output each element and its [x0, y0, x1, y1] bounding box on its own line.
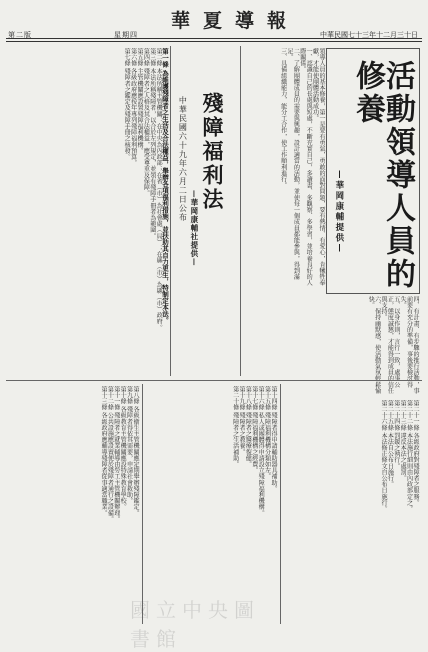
law-article: 第五條 主管機關應設置殘障福利機構。	[136, 48, 144, 154]
law-article: 第十三條 各級政府應輔導殘障者從事適當職業。	[100, 386, 108, 517]
masthead: 華夏導報	[171, 10, 300, 32]
law-articles-lower-mid	[146, 386, 276, 586]
law-article: 第二十三條 違反本法之處罰。	[399, 400, 407, 482]
column-divider	[280, 384, 281, 624]
weekday: 星期四	[114, 31, 138, 39]
page-label: 第二版	[8, 31, 32, 39]
law-article: 第二十二條 本法施行細則由內政部定之。	[405, 400, 413, 512]
feature-byline: —華岡康輔提供—	[333, 170, 344, 254]
feature-paragraph: 五、以身作則，言行一致，處事公正，態度誠懇，才能得到成員的信任與支持。	[380, 296, 400, 394]
law-title: 殘障福利法	[200, 92, 225, 212]
law-article: 第二十四條 罰鍰之執行。	[392, 400, 400, 470]
law-article: 第六條 各級政府應按年專列殘障福利預算。	[129, 48, 137, 166]
law-article: 第二十一條 各級政府對殘障者之服務。	[412, 400, 419, 506]
law-article: 第十八條 殘障者之醫療復健。	[244, 386, 252, 468]
law-article: 第十一條 殘障者之就業輔導由勞工主管機關辦理。	[112, 386, 120, 523]
feature-paragraph: 三、具備組織能力，能分工合作，使工作順利進行。	[279, 48, 287, 189]
feature-paragraph: 四、有計畫、有步驟的推行活動，事前要有充分的準備，事後要檢討得失。	[399, 296, 419, 394]
column-divider	[240, 46, 241, 376]
law-article: 第八條 各級衛生主管機關應定期舉辦殘障鑑定。	[132, 386, 139, 517]
watermark-stamp: 國立中央圖書館	[130, 598, 260, 651]
column-divider	[170, 46, 171, 376]
feature-body	[246, 48, 324, 288]
law-article: 第七條 殘障者之鑑定及殘障手冊之核發。	[123, 48, 131, 160]
law-article: 第十條 各級教育主管機關應設特殊教育學校。	[119, 386, 127, 510]
feature-paragraph: 六、保持幽默感，使活動氣氛輕鬆愉快。	[367, 296, 381, 394]
law-article: 第十七條 殘障福利機構之經費。	[250, 386, 258, 474]
law-article: 第一條 為維護殘障者之生活及合法權益，舉辦各項福利措施，並扶助其自力更生，特制定本法。	[161, 48, 169, 324]
law-article: 第二十條 殘障者之生活補助。	[231, 386, 239, 468]
header-rule-thin	[6, 41, 422, 42]
column-divider	[142, 384, 143, 624]
feature-title: 活動領導人員的修養	[350, 60, 415, 291]
feature-paragraph: 二、了解團體成員的需要與興趣，設計適當的活動，並使每一個成員都能參與，得到滿足。	[286, 48, 300, 280]
law-byline: —華岡康輔社提供—	[189, 190, 199, 267]
law-article: 第三條 本法所稱殘障者，以合於左列規定，並領有殘障手冊者為範圍。	[148, 48, 156, 240]
law-articles-lower-left	[8, 386, 138, 586]
law-article: 第十九條 殘障者之教養。	[238, 386, 246, 456]
law-article: 第四條 殘障者之人格及其合法權益，應受尊重及保障。	[142, 48, 150, 197]
feature-paragraph: 領導人員的基本修養，第一是要有勇氣，勇敢的面對問題，要有熱情、有愛心，肯犧牲奉獻，才能使團體活動成功。	[311, 48, 325, 286]
law-article: 第二條 本法所稱主管機關：在中央為內政部；在省（市）為社會處（局）；在縣（市）為縣（市）政府。	[155, 48, 163, 331]
law-article: 第九條 殘障者得依其需要，申請社會救助。	[125, 386, 133, 504]
law-article: 第十六條 私人或團體得申請設立殘障福利機構。	[257, 386, 265, 517]
header-rule	[6, 38, 422, 39]
law-article: 第二十五條 本法自公布日施行。	[386, 400, 394, 488]
feature-paragraph: 一、認識自己的長處與短處，不斷充實自己，多讀書、多觀察、多學習，並培養良好的人際關係。	[298, 48, 313, 286]
date-line: 中華民國七十三年十二月三十日	[320, 31, 418, 39]
law-articles-lower-right	[284, 400, 418, 590]
law-article: 第十二條 公共設施應設置便於殘障者通行之設備。	[106, 386, 114, 523]
law-promulgated: 中華民國六十九年六月二日公布	[178, 96, 188, 222]
law-article: 第十四條 殘障者得申請輔助器具補助。	[270, 386, 277, 492]
page-header	[6, 4, 422, 39]
section-divider	[6, 380, 422, 381]
law-articles-upper	[8, 48, 168, 358]
law-article: 第二十六條 本法修正條文自公布日施行。	[380, 400, 388, 512]
feature-body-cont	[326, 296, 418, 396]
law-article: 第十五條 殘障福利機構分類如左。	[263, 386, 271, 480]
